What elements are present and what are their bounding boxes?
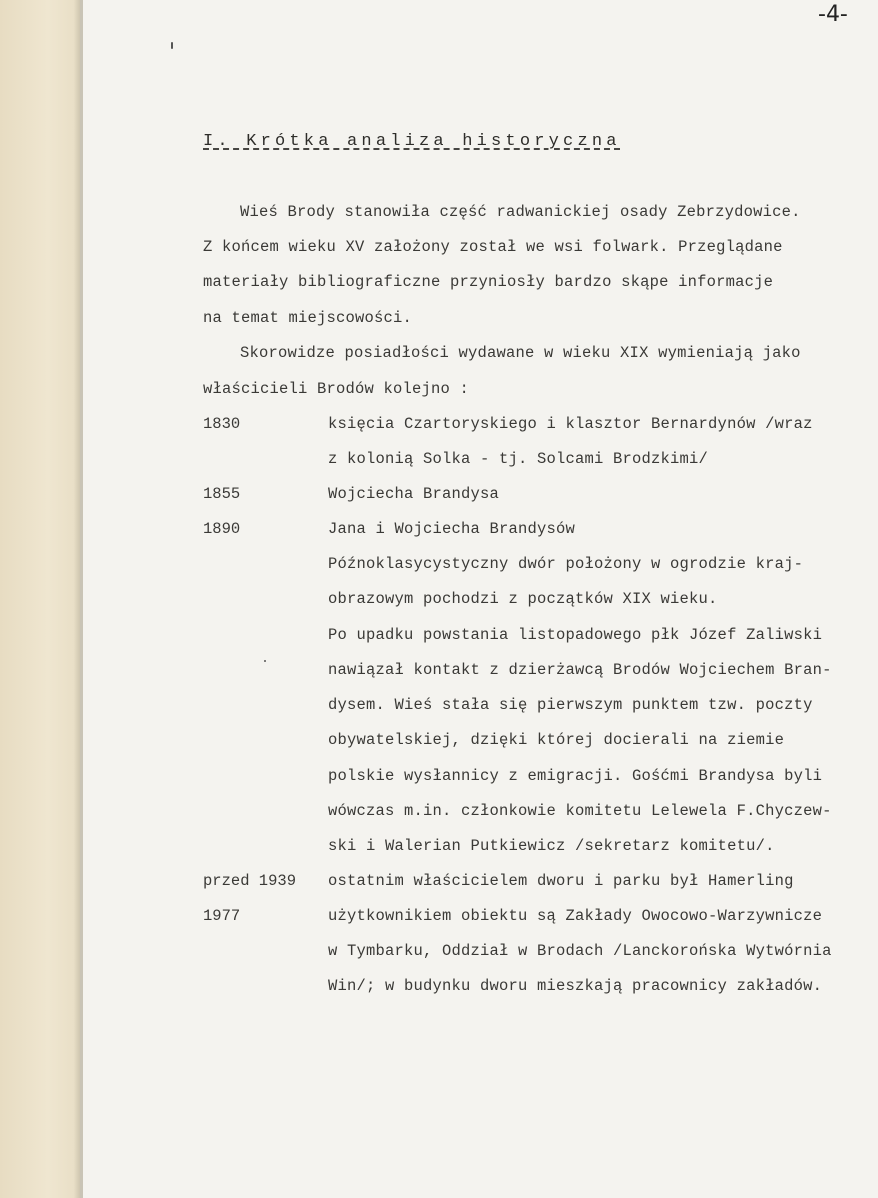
entry-line: użytkownikiem obiektu są Zakłady Owocowo-Warzywnicze <box>328 907 823 925</box>
entry-line: Jana i Wojciecha Brandysów <box>328 520 576 538</box>
intro-line: Skorowidze posiadłości wydawane w wieku XIX wymieniają jako <box>240 344 801 362</box>
intro-line: właścicieli Brodów kolejno : <box>203 380 470 398</box>
entry-year: 1830 <box>203 415 241 433</box>
paper-speck <box>264 660 266 662</box>
entry-line: Późnoklasycystyczny dwór położony w ogrodzie kraj- <box>328 555 804 573</box>
entry-line: z kolonią Solka - tj. Solcami Brodzkimi/ <box>328 450 709 468</box>
paper-speck <box>171 42 173 49</box>
entry-line: obywatelskiej, dzięki której docierali na ziemie <box>328 731 785 749</box>
entry-line: Po upadku powstania listopadowego płk Józef Zaliwski <box>328 626 823 644</box>
intro-line: materiały bibliograficzne przyniosły bardzo skąpe informacje <box>203 273 774 291</box>
intro-line: Z końcem wieku XV założony został we wsi folwark. Przeglądane <box>203 238 783 256</box>
entry-line: nawiązał kontakt z dzierżawcą Brodów Wojciechem Bran- <box>328 661 832 679</box>
entry-line: księcia Czartoryskiego i klasztor Bernardynów /wraz <box>328 415 813 433</box>
entry-year: przed 1939 <box>203 872 297 890</box>
entry-line: ostatnim właścicielem dworu i parku był Hamerling <box>328 872 794 890</box>
entry-year: 1855 <box>203 485 241 503</box>
entry-line: wówczas m.in. członkowie komitetu Lelewela F.Chyczew- <box>328 802 832 820</box>
entry-line: dysem. Wieś stała się pierwszym punktem tzw. poczty <box>328 696 813 714</box>
section-heading: I. Krótka analiza historyczna <box>203 132 621 151</box>
entry-line: Wojciecha Brandysa <box>328 485 500 503</box>
entry-line: w Tymbarku, Oddział w Brodach /Lanckorońska Wytwórnia <box>328 942 832 960</box>
entry-year: 1890 <box>203 520 241 538</box>
entry-line: ski i Walerian Putkiewicz /sekretarz komitetu/. <box>328 837 775 855</box>
entry-line: Win/; w budynku dworu mieszkają pracownicy zakładów. <box>328 977 823 995</box>
entry-year: 1977 <box>203 907 241 925</box>
entry-line: obrazowym pochodzi z początków XIX wieku. <box>328 590 718 608</box>
entry-line: polskie wysłannicy z emigracji. Gośćmi Brandysa byli <box>328 767 823 785</box>
intro-line: na temat miejscowości. <box>203 309 413 327</box>
intro-line: Wieś Brody stanowiła część radwanickiej osady Zebrzydowice. <box>240 203 801 221</box>
binder-strip <box>0 0 80 1198</box>
page-number: -4- <box>818 2 848 27</box>
